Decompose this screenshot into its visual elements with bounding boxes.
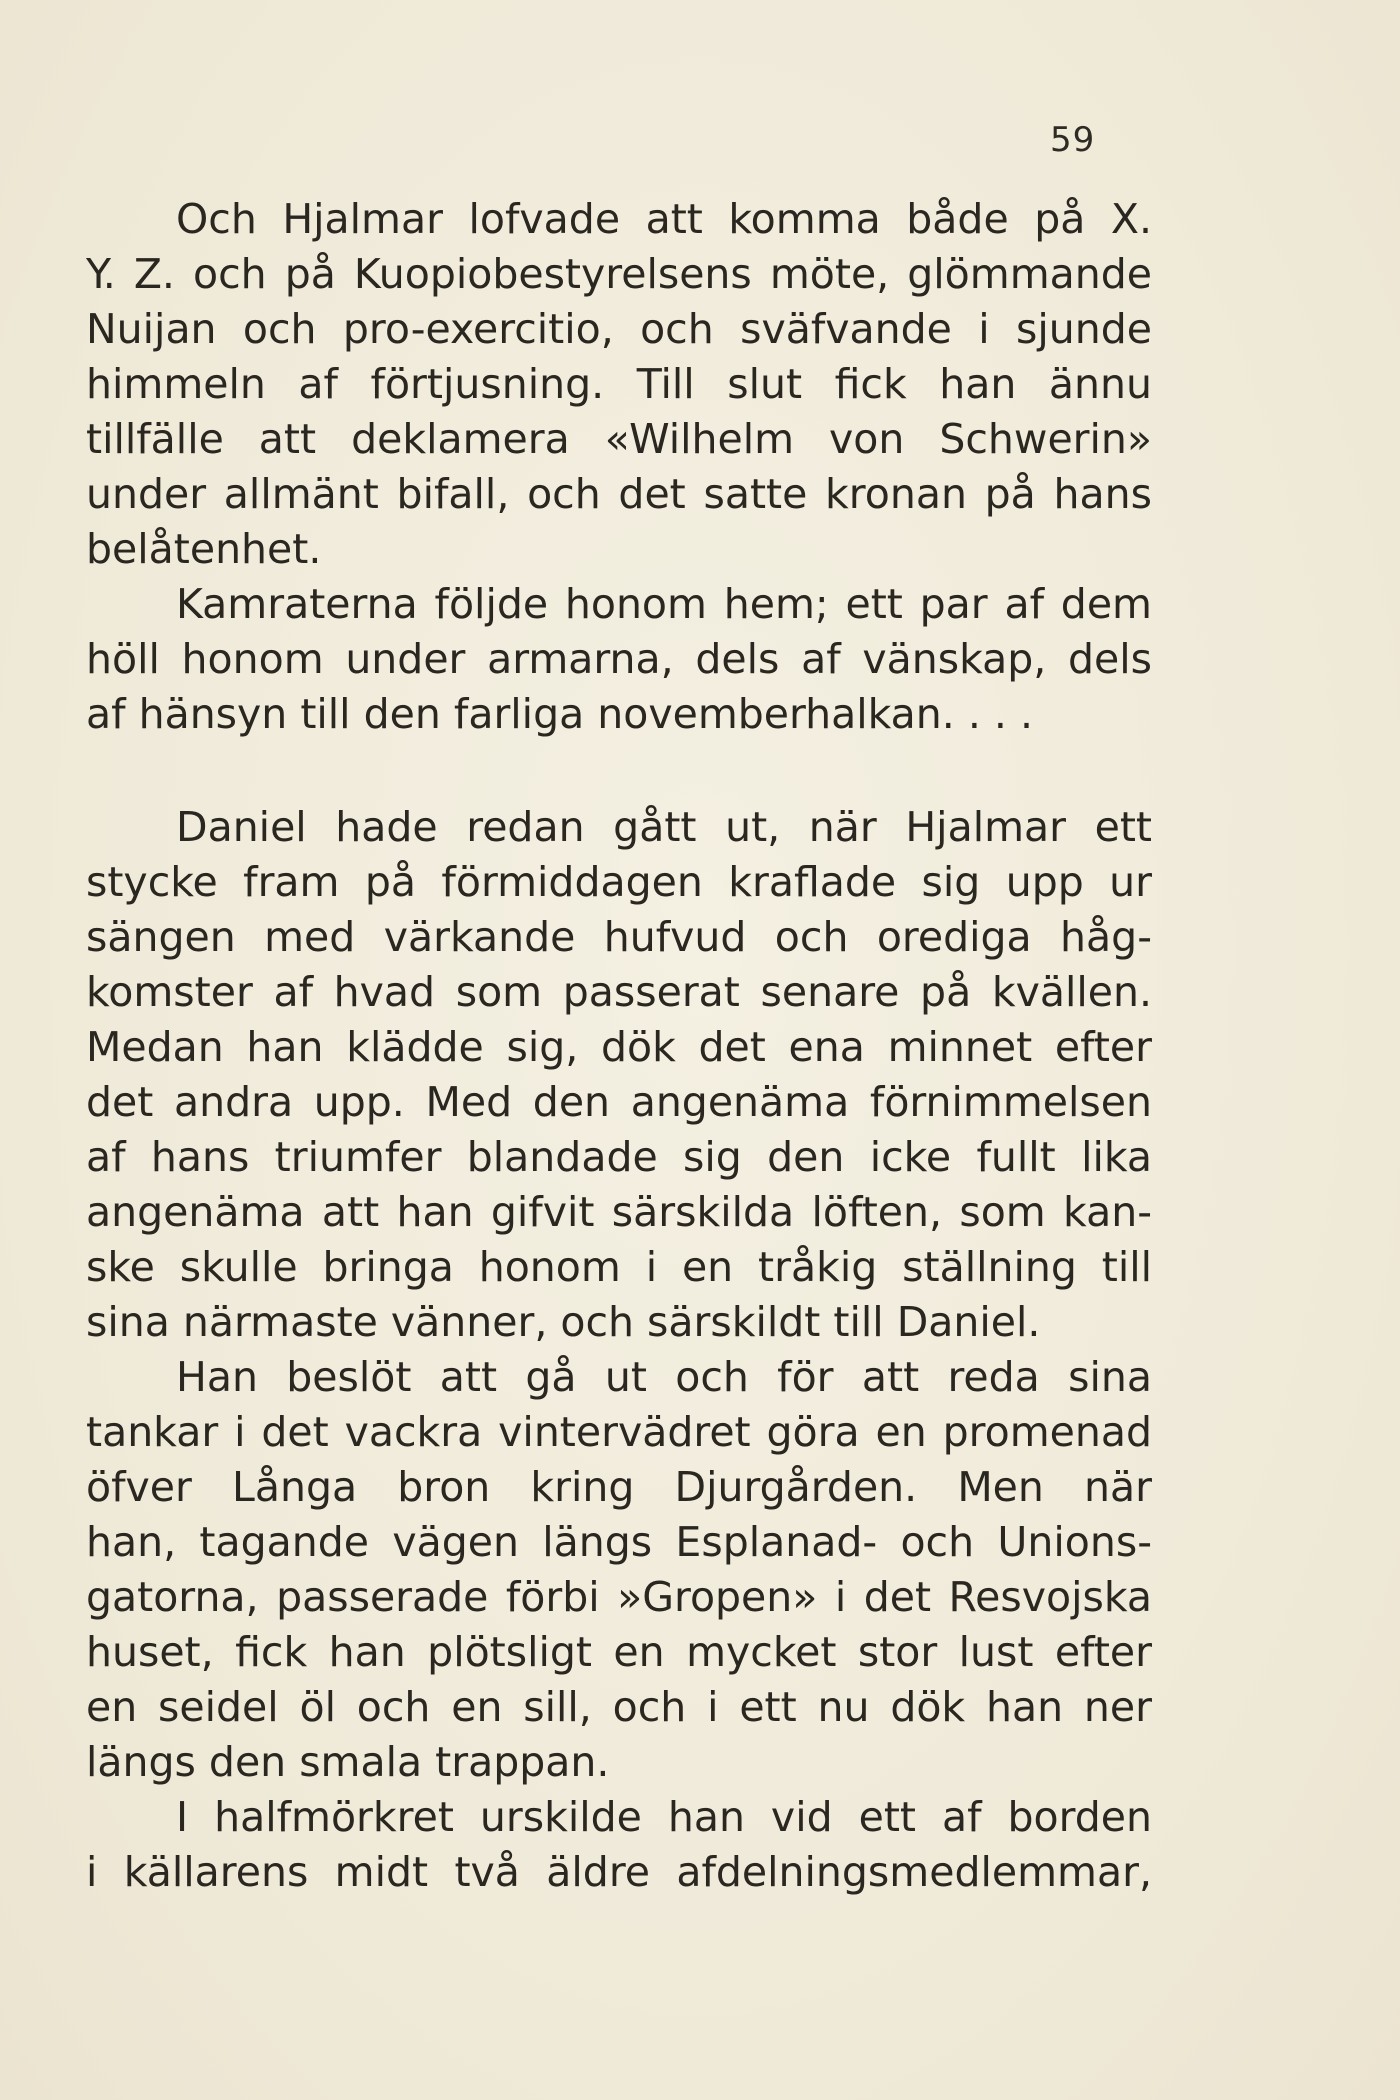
text-line: höll honom under armarna, dels af vänskap, dels xyxy=(86,635,1152,683)
text-line: komster af hvad som passerat senare på kvällen. xyxy=(86,968,1152,1016)
text-line: längs den smala trappan. xyxy=(86,1738,610,1786)
text-line: Y. Z. och på Kuopiobestyrelsens möte, glömmande xyxy=(86,250,1152,298)
text-line: Han beslöt att gå ut och för att reda sina xyxy=(176,1353,1152,1401)
text-line: sängen med värkande hufvud och orediga håg- xyxy=(86,913,1152,961)
text-line: det andra upp. Med den angenäma förnimmelsen xyxy=(86,1078,1152,1126)
text-line: angenäma att han gifvit särskilda löften, som kan- xyxy=(86,1188,1152,1236)
text-line: gatorna, passerade förbi »Gropen» i det Resvojska xyxy=(86,1573,1152,1621)
text-line: af hans triumfer blandade sig den icke fullt lika xyxy=(86,1133,1152,1181)
text-line: sina närmaste vänner, och särskildt till Daniel. xyxy=(86,1298,1041,1346)
text-line: under allmänt bifall, och det satte kronan på hans xyxy=(86,470,1152,518)
text-line: Kamraterna följde honom hem; ett par af dem xyxy=(176,580,1152,628)
text-line: tillfälle att deklamera «Wilhelm von Schwerin» xyxy=(86,415,1152,463)
text-line: Daniel hade redan gått ut, när Hjalmar ett xyxy=(176,803,1152,851)
paragraph xyxy=(86,192,1152,577)
text-line: han, tagande vägen längs Esplanad- och Unions- xyxy=(86,1518,1152,1566)
text-line: Och Hjalmar lofvade att komma både på X. xyxy=(176,195,1152,243)
text-section-1 xyxy=(86,192,1152,742)
paragraph xyxy=(86,1350,1152,1790)
text-line: öfver Långa bron kring Djurgården. Men när xyxy=(86,1463,1152,1511)
text-line: Nuijan och pro-exercitio, och sväfvande i sjunde xyxy=(86,305,1152,353)
text-line: i källarens midt två äldre afdelningsmedlemmar, xyxy=(86,1848,1152,1896)
text-line: I halfmörkret urskilde han vid ett af borden xyxy=(176,1793,1152,1841)
text-line: tankar i det vackra vintervädret göra en promenad xyxy=(86,1408,1152,1456)
text-section-2 xyxy=(86,800,1152,1900)
text-line: belåtenhet. xyxy=(86,525,322,573)
text-line: huset, fick han plötsligt en mycket stor lust efter xyxy=(86,1628,1152,1676)
text-line: en seidel öl och en sill, och i ett nu dök han ner xyxy=(86,1683,1152,1731)
paragraph xyxy=(86,800,1152,1350)
paragraph xyxy=(86,577,1152,742)
paragraph xyxy=(86,1790,1152,1900)
text-line: ske skulle bringa honom i en tråkig ställning till xyxy=(86,1243,1152,1291)
text-line: Medan han klädde sig, dök det ena minnet efter xyxy=(86,1023,1152,1071)
text-line: stycke fram på förmiddagen kraflade sig upp ur xyxy=(86,858,1152,906)
page-number: 59 xyxy=(1050,120,1096,160)
text-line: himmeln af förtjusning. Till slut fick han ännu xyxy=(86,360,1152,408)
text-line: af hänsyn till den farliga novemberhalkan. . . . xyxy=(86,690,1034,738)
